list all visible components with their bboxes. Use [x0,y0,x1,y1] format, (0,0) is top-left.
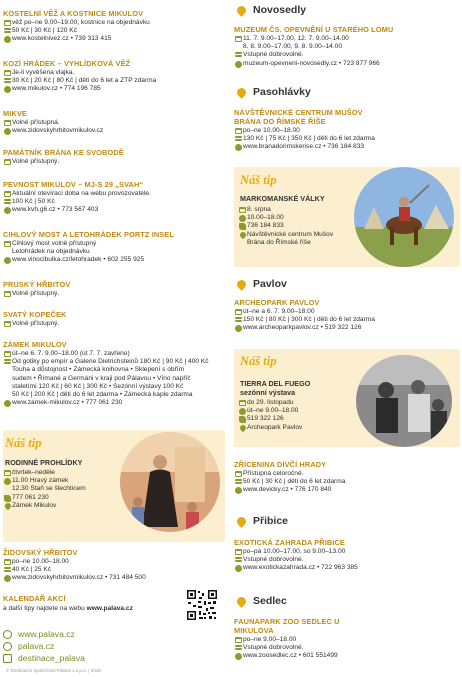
info-text: Od gotiky po empír a Galerie Dietrichsteinů 180 Kč | 90 Kč | 400 Kč [12,358,209,366]
info-text: Volně přístupný. [12,290,60,297]
info-line [234,644,460,652]
clock-icon [238,215,247,222]
info-line [234,127,460,135]
calendar-icon [234,637,243,643]
info-line [234,556,460,564]
info-text: staletími 120 Kč | 60 Kč | 300 Kč • Sezónní výstavy 100 Kč [12,382,184,390]
info-line [3,320,225,328]
info-text: www.exotickazahrada.cz • 722 963 385 [243,564,358,572]
info-text: www.vinocibulka.cz/letohradek • 602 255 925 [12,256,145,264]
price-icon [3,359,12,365]
attraction-entry [234,108,460,152]
qr-code [186,589,218,621]
web-icon [234,653,243,660]
info-line[interactable] [3,399,225,407]
copyright: © Destinační společnost Pálava z.s.p.o. | 2026 [6,668,101,673]
info-line[interactable] [234,486,460,494]
tip-box-rodinne-prohlidky [3,430,225,542]
calendar-link[interactable]: www.palava.cz [86,605,133,612]
tip-details [3,469,123,510]
calendar-icon [238,400,247,406]
price-icon [234,479,243,485]
info-line [238,231,363,239]
tip-label: Náš tip [5,436,42,450]
info-text: po–ne 10.00–18.00 [12,558,69,565]
info-text: 777 061 230 [12,493,49,501]
info-line [3,119,225,127]
attraction-entry [3,180,225,215]
tip-photo [356,355,452,447]
price-icon [3,78,12,84]
attraction-entry [3,148,225,166]
tip-heading: MARKOMANSKÉ VÁLKY [240,194,325,203]
calendar-icon [234,549,243,555]
info-line [3,477,123,485]
attraction-title-line2: MIKULOVA [234,626,274,635]
info-line [234,478,460,486]
location-pin-icon [235,4,248,17]
info-line [3,290,225,298]
info-line[interactable] [3,127,225,135]
info-line [234,470,460,478]
pin-icon [3,503,12,509]
calendar-icon [234,309,243,315]
pin-icon [238,425,247,431]
town-name: Přibice [253,515,289,527]
tip-heading: RODINNÉ PROHLÍDKY [5,458,83,467]
info-text: 8. 8. 9.00–17.00, 9. 8. 9.00–14.00 [243,43,342,51]
price-icon [234,136,243,142]
info-line[interactable] [234,60,460,68]
info-text: 11.00 Hravý zámek [12,477,69,485]
phone-icon [3,495,12,502]
info-text: út–ne 6. 7. 9.00–18.00 (út 7. 7. zavřeno) [12,350,130,357]
info-line [3,240,225,248]
info-line[interactable] [234,324,460,332]
info-text: Vstupné dobrovolné. [243,556,304,564]
info-text: Volně přístupný. [12,158,60,165]
info-line [238,206,363,214]
price-icon [234,645,243,651]
info-text: Návštěvnické centrum Mušov [247,230,334,238]
tip-label: Náš tip [240,354,277,368]
calendar-icon [234,36,243,42]
attraction-entry [234,25,460,68]
price-icon [3,567,12,573]
info-text: www.zidovskyhrbitovmikulov.cz [12,127,104,135]
calendar-icon [3,120,12,126]
attraction-title: PEVNOST MIKULOV – MJ-S 29 „SVAH“ [3,180,144,189]
town-heading [234,515,288,527]
location-pin-icon [235,515,248,528]
info-line[interactable] [3,256,225,264]
info-text: 10.00–18.00 [247,214,284,222]
info-text: po–ne 10.00–18.00 [243,127,300,134]
calendar-text: a další tipy najdete na webu www.palava.cz [3,605,133,612]
info-text: Vstupné dobrovolné. [243,51,304,59]
info-line[interactable] [234,564,460,572]
tip-details [238,206,363,247]
town-name: Pavlov [253,278,287,290]
calendar-title: KALENDÁŘ AKCÍ [3,594,66,603]
web-icon [234,61,243,68]
info-text: www.branadorimskerise.cz • 736 184 833 [243,143,365,151]
instagram-icon [3,654,12,663]
attraction-title-line2: BRÁNA DO ŘÍMSKÉ ŘÍŠE [234,117,326,126]
info-line [238,399,363,407]
tip-subheading: sezónní výstava [240,388,296,397]
price-icon [3,28,12,34]
attraction-entry [3,9,225,44]
price-icon [234,557,243,563]
info-text: www.zoosedlec.cz • 601 551499 [243,652,338,660]
info-text: Brána do Římské říše [247,238,311,246]
info-line [234,316,460,324]
web-icon [3,128,12,135]
attraction-entry [3,548,225,583]
info-line[interactable] [234,143,460,151]
info-line [234,636,460,644]
attraction-title: NÁVŠTĚVNICKÉ CENTRUM MUŠOV [234,108,363,117]
web-icon [3,86,12,93]
info-line[interactable] [3,206,225,214]
info-text: út–ne a 6. 7. 9.00–18.00 [243,308,315,315]
info-line [234,308,460,316]
web-icon [3,207,12,214]
info-line [3,69,225,77]
clock-icon [238,408,247,415]
info-line [3,158,225,166]
info-line [3,383,225,391]
attraction-entry [3,109,225,135]
calendar-icon [3,20,12,26]
town-heading [234,4,306,16]
info-line [238,424,363,432]
info-line [3,485,123,493]
info-text: Volně přístupný. [12,320,60,327]
info-text: www.zidovskyhrbitovmikulov.cz • 731 484 500 [12,574,146,582]
info-line [3,19,225,27]
attraction-title: KOSTELNÍ VĚŽ A KOSTNICE MIKULOV [3,9,144,18]
globe-icon [3,630,12,639]
clock-icon [3,478,12,485]
info-text: www.kostelnivez.cz • 739 313 415 [12,35,112,43]
town-heading [234,278,287,290]
attraction-entry [3,340,225,407]
info-text: 736 184 833 [247,222,284,230]
info-line [234,548,460,556]
info-text: 100 Kč | 50 Kč [12,198,55,206]
info-line[interactable] [3,574,225,582]
info-text: Archeopark Pavlov [247,423,303,431]
web-icon [3,575,12,582]
attraction-entry [234,538,460,573]
info-line [3,77,225,85]
calendar-icon [3,70,12,76]
info-line [3,366,225,374]
info-line [238,214,363,222]
info-text: www.devicky.cz • 776 170 840 [243,486,332,494]
info-text: 11. 7. 9.00–17.00, 12. 7. 9.00–14.00 [243,35,349,42]
info-text: Přístupná celoročně. [243,470,304,477]
info-line [3,494,123,502]
info-line [3,469,123,477]
attraction-entry [3,230,225,265]
info-line [3,558,225,566]
attraction-entry [234,298,460,333]
town-name: Novosedly [253,4,307,16]
info-text: 12.30 Staň se šlechticem [12,485,86,493]
attraction-title: KOZÍ HRÁDEK – VYHLÍDKOVÁ VĚŽ [3,59,131,68]
info-text: věž po–ne 9.00–19.00, kostnice na objednávku [12,19,150,26]
calendar-icon [3,559,12,565]
attraction-title: PRUSKÝ HŘBITOV [3,280,71,289]
info-text: sudem • Římané a Germáni v kraji pod Pálavou • Víno napříč [12,374,191,382]
web-icon [3,257,12,264]
facebook-icon [3,642,12,651]
location-pin-icon [235,595,248,608]
calendar-icon [3,191,12,197]
price-icon [3,199,12,205]
tip-photo [354,167,454,267]
info-text: Zámek Mikulov [12,501,57,509]
tip-box-markomanske-valky [234,167,460,267]
web-icon [234,565,243,572]
attraction-title: MUZEUM ČS. OPEVNĚNÍ U STARÉHO LOMU [234,25,394,34]
location-pin-icon [235,278,248,291]
info-text: Aktuální otevírací doba na webu provozovatele. [12,190,151,197]
info-line [3,198,225,206]
info-text: po–ne 9.00–18.00 [243,636,297,643]
phone-icon [238,416,247,423]
info-line [238,415,363,423]
info-text: Touha a důstojnost • Zámecká knihovna • Sklepení s obřím [12,366,185,374]
info-text: muzeum-opevneni-novosedly.cz • 723 877 966 [243,59,380,67]
web-link[interactable]: www.palava.cz [3,628,85,640]
facebook-link[interactable]: palava.cz [3,640,85,652]
info-line[interactable] [3,35,225,43]
info-text: Letohrádek na objednávku [12,248,90,256]
info-text: Je-li vyvěšena vlajka. [12,69,75,76]
info-line [234,35,460,43]
web-icon [3,400,12,407]
right-column [234,0,460,677]
tip-heading: TIERRA DEL FUEGO [240,379,311,388]
info-line [3,248,225,256]
attraction-title: ARCHEOPARK PAVLOV [234,298,320,307]
info-line[interactable] [3,85,225,93]
town-name: Pasohlávky [253,86,311,98]
price-icon [234,52,243,58]
attraction-title: ZŘÍCENINA DÍVČÍ HRADY [234,460,327,469]
info-text: do 29. listopadu [247,399,294,406]
info-text: 30 Kč | 20 Kč | 80 Kč | děti do 6 let a ZTP zdarma [12,77,157,85]
info-text: 50 Kč | 30 Kč | děti do 6 let zdarma [243,478,346,486]
attraction-title: ŽIDOVSKÝ HŘBITOV [3,548,78,557]
calendar-icon [3,470,12,476]
calendar-icon [238,207,247,213]
instagram-link[interactable]: destinace_palava [3,652,85,664]
info-text: 519 322 126 [247,415,284,423]
calendar-icon [3,321,12,327]
info-line [3,502,123,510]
info-text: 50 Kč | 30 Kč | 120 Kč [12,27,78,35]
tip-label: Náš tip [240,173,277,187]
left-column [3,0,225,677]
info-line [3,27,225,35]
attraction-entry [234,617,460,661]
attraction-entry [3,310,225,328]
web-icon [234,144,243,151]
info-line [3,350,225,358]
attraction-entry [3,280,225,298]
info-line [3,375,225,383]
info-line [3,391,225,399]
attraction-title: EXOTICKÁ ZAHRADA PŘIBICE [234,538,345,547]
price-icon [234,317,243,323]
info-text: 130 Kč | 75 Kč | 350 Kč | děti do 6 let zdarma [243,135,375,143]
info-text: Vstupné dobrovolné. [243,644,304,652]
info-text: www.archeoparkpavlov.cz • 519 322 126 [243,324,362,332]
info-line [3,190,225,198]
info-text: www.zamek-mikulov.cz • 777 061 230 [12,399,123,407]
info-text: 8. srpna [247,206,271,213]
info-text: út–ne 9.00–18.00 [247,407,299,415]
calendar-icon [3,291,12,297]
tip-details [238,399,363,432]
info-line [238,407,363,415]
web-icon [234,487,243,494]
calendar-icon [234,128,243,134]
info-text: Cihlový most volně přístupný [12,240,97,247]
info-line [234,43,460,51]
tip-photo [120,432,220,532]
attraction-entry [234,460,460,495]
info-text: www.mikulov.cz • 774 196 785 [12,85,101,93]
attraction-title: ZÁMEK MIKULOV [3,340,67,349]
info-text: 40 Kč | 25 Kč [12,566,52,574]
town-heading [234,595,287,607]
tip-box-tierra-del-fuego [234,349,460,447]
social-links [3,628,85,664]
calendar-icon [3,241,12,247]
attraction-title: FAUNAPARK ZOO SEDLEC U [234,617,340,626]
attraction-title: SVATÝ KOPEČEK [3,310,67,319]
info-text: 150 Kč | 80 Kč | 300 Kč | děti do 6 let zdarma [243,316,375,324]
location-pin-icon [235,86,248,99]
calendar-icon [234,471,243,477]
town-heading [234,86,311,98]
web-icon [234,325,243,332]
calendar-icon [3,159,12,165]
info-line [238,239,363,247]
attraction-title: CIHLOVÝ MOST A LETOHRÁDEK PORTZ INSEL [3,230,174,239]
info-line[interactable] [234,652,460,660]
info-line [234,51,460,59]
phone-icon [238,223,247,230]
info-line [234,135,460,143]
info-text: po–pá 10.00–17.00, so 9.00–13.00 [243,548,346,555]
pin-icon [238,232,247,238]
attraction-title: MIKVE [3,109,27,118]
web-icon [3,36,12,43]
info-line [3,566,225,574]
attraction-title: PAMÁTNÍK BRÁNA KE SVOBODĚ [3,148,124,157]
info-text: www.kvh.g6.cz • 773 567 403 [12,206,99,214]
info-line [238,222,363,230]
attraction-entry [3,59,225,94]
town-name: Sedlec [253,595,287,607]
calendar-icon [3,351,12,357]
info-text: čtvrtek–neděle [12,469,55,476]
info-text: Volně přístupná. [12,119,60,126]
info-text: 50 Kč | 200 Kč | děti do 6 let zdarma • Zámecká kaple zdarma [12,391,193,399]
